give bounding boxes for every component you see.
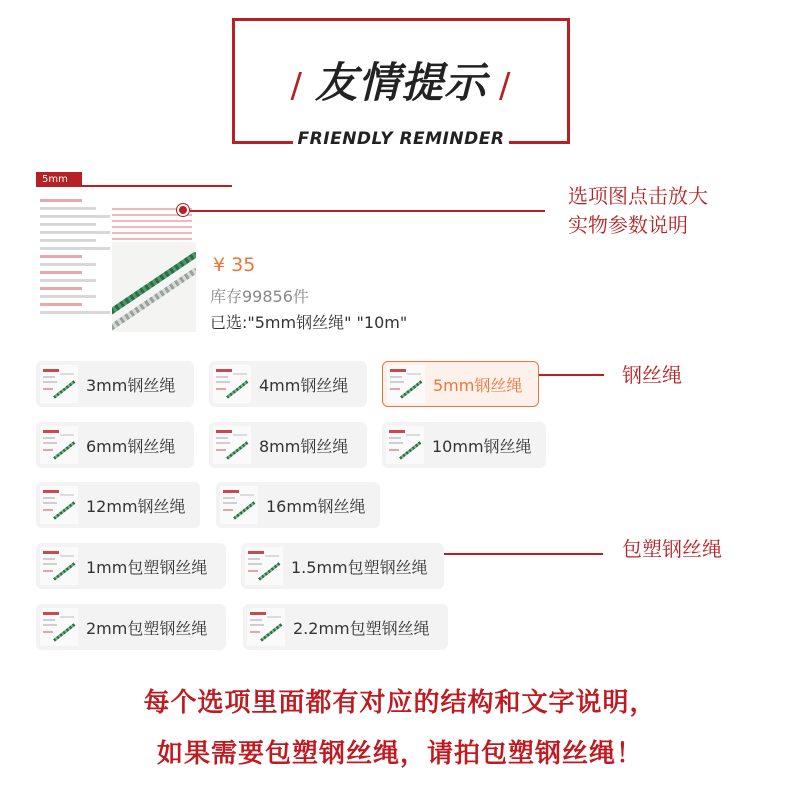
preview-header-line xyxy=(82,185,232,187)
option-chip[interactable] xyxy=(216,482,380,528)
option-thumbnail xyxy=(40,608,78,646)
preview-spec-table xyxy=(40,194,110,319)
option-thumbnail xyxy=(40,547,78,585)
option-chip[interactable] xyxy=(36,604,226,650)
annotation-steel-rope: 钢丝绳 xyxy=(622,363,682,387)
preview-rope-photo xyxy=(112,242,196,332)
option-chip-selected[interactable] xyxy=(382,361,539,407)
page-subtitle: FRIENDLY REMINDER xyxy=(297,129,505,149)
page-title-text: 友情提示 xyxy=(314,58,487,107)
option-thumbnail xyxy=(220,486,258,524)
option-thumbnail xyxy=(40,486,78,524)
option-thumbnail xyxy=(40,426,78,464)
option-label: 8mm钢丝绳 xyxy=(259,436,349,456)
footer-message-line1: 每个选项里面都有对应的结构和文字说明， xyxy=(143,688,657,718)
option-label: 12mm钢丝绳 xyxy=(86,496,186,516)
preview-size-tag: 5mm xyxy=(36,172,82,187)
annotation-line-coated xyxy=(441,553,603,555)
option-label: 2mm包塑钢丝绳 xyxy=(86,618,208,638)
option-chip[interactable] xyxy=(382,422,546,468)
annotation-line-steel xyxy=(534,374,604,376)
option-label: 4mm钢丝绳 xyxy=(259,375,349,395)
option-label: 1mm包塑钢丝绳 xyxy=(86,557,208,577)
option-chip[interactable] xyxy=(209,422,367,468)
option-label: 16mm钢丝绳 xyxy=(266,496,366,516)
option-chip[interactable] xyxy=(36,482,200,528)
option-label: 5mm钢丝绳 xyxy=(433,375,523,395)
title-slash-left: / xyxy=(290,66,303,106)
option-label: 1.5mm包塑钢丝绳 xyxy=(291,557,428,577)
option-label: 2.2mm包塑钢丝绳 xyxy=(293,618,430,638)
annotation-coated-rope: 包塑钢丝绳 xyxy=(622,537,722,561)
annotation-dot-image xyxy=(177,204,189,216)
option-label: 6mm钢丝绳 xyxy=(86,436,176,456)
annotation-image-hint-line1: 选项图点击放大 xyxy=(568,184,708,208)
title-slash-right: / xyxy=(499,66,512,106)
option-chip[interactable] xyxy=(209,361,367,407)
option-label: 3mm钢丝绳 xyxy=(86,375,176,395)
option-chip[interactable] xyxy=(36,543,226,589)
footer-message-line2: 如果需要包塑钢丝绳，请拍包塑钢丝绳！ xyxy=(156,739,643,769)
annotation-image-hint-line2: 实物参数说明 xyxy=(568,213,688,237)
option-label: 10mm钢丝绳 xyxy=(432,436,532,456)
product-stock: 库存99856件 xyxy=(210,287,309,306)
annotation-image-hint xyxy=(568,182,708,240)
product-preview-image[interactable] xyxy=(36,172,196,332)
option-thumbnail xyxy=(245,547,283,585)
option-chip[interactable] xyxy=(36,422,194,468)
option-thumbnail xyxy=(40,365,78,403)
option-thumbnail xyxy=(247,608,285,646)
annotation-line-image xyxy=(190,210,545,212)
page-title xyxy=(232,50,570,110)
option-chip[interactable] xyxy=(36,361,194,407)
option-thumbnail xyxy=(213,365,251,403)
option-chip[interactable] xyxy=(241,543,444,589)
option-chip[interactable] xyxy=(243,604,448,650)
product-price: ¥ 35 xyxy=(213,254,256,276)
option-thumbnail xyxy=(213,426,251,464)
option-thumbnail xyxy=(387,365,425,403)
option-thumbnail xyxy=(386,426,424,464)
selected-options: 已选:"5mm钢丝绳" "10m" xyxy=(210,313,408,332)
